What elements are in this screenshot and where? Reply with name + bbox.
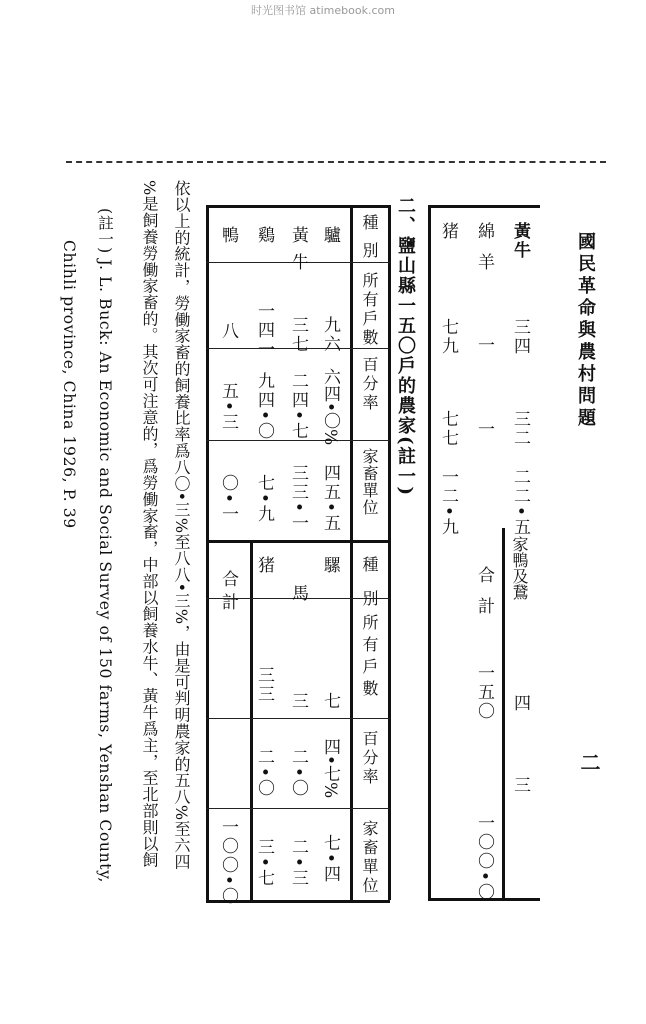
t2-l-r4-c: 〇•一	[218, 474, 238, 525]
t2-l-r3-b: 九四•〇	[254, 372, 274, 442]
t2-r-r2-a: 三	[288, 692, 308, 711]
t1-r-r2-a: 一五〇	[474, 664, 494, 721]
t2-l-r4-a: 八	[218, 322, 238, 341]
top-rule	[66, 161, 606, 163]
t1-l-r2-b: 一	[474, 420, 494, 439]
t2-r-r2-b: 二•〇	[288, 748, 308, 799]
t2-r-r3-c: 三•七	[254, 838, 274, 889]
t2-l-r2-kind: 黃牛	[288, 226, 308, 280]
t2-l-r1-a: 九六	[320, 316, 340, 354]
table1-divider	[502, 528, 505, 898]
watermark: 时光图书馆 atimebook.com	[251, 4, 395, 17]
section-title: 二、鹽山縣一五〇戶的農家(註一)	[395, 196, 416, 498]
t2-hdr-c-2: 家畜單位	[360, 820, 379, 896]
table2-header-divider	[350, 205, 353, 900]
t2-hdr-a: 所有戶數	[360, 272, 379, 348]
footnote-line-1: (註一) J. L. Buck: An Economic and Social Survey of 150 farms, Yenshan County,	[96, 208, 114, 883]
t2-hdr-b-2: 百分率	[360, 730, 379, 787]
t1-r-r1-b: 三	[510, 776, 530, 795]
table2-block-divider	[206, 540, 390, 543]
t2-hdr-kind: 種別	[360, 214, 379, 270]
t1-l-r3-kind: 猪	[438, 222, 458, 241]
t2-l-r3-c: 七•九	[254, 474, 274, 525]
t2-l-r3-a: 一四一	[254, 302, 274, 359]
t2-l-r1-b: 六四•〇%	[320, 368, 340, 446]
t2-r-r1-c: 七•四	[320, 834, 340, 885]
t2-r-r3-kind: 猪	[254, 556, 274, 575]
t1-l-r2-kind: 綿羊	[474, 222, 494, 284]
t2-hdr-a-2: 所有戶數	[360, 614, 379, 702]
t1-l-r3-a: 七九	[438, 318, 458, 356]
t1-l-r2-a: 一	[474, 336, 494, 355]
t1-r-r1-kind: 家鴨及鵞	[510, 536, 529, 600]
table2-right-border	[388, 205, 391, 900]
running-head: 國民革命與農村問題	[575, 232, 596, 430]
t2-l-r1-c: 四五•五	[320, 464, 340, 534]
t2-grid	[206, 718, 390, 719]
paragraph-line-1: 依以上的統計，勞働家畜的飼養比率爲八〇•三%至八八•三%，由是可判明農家的五八%至六四	[172, 180, 191, 870]
t1-l-r1-kind: 黃牛	[510, 222, 530, 260]
t1-r-r2-c: 一〇〇•〇	[474, 814, 494, 903]
t2-r-r3-a: 三三	[254, 666, 274, 704]
t2-r-r3-b: 二•〇	[254, 748, 274, 799]
table2-top-border	[206, 205, 390, 208]
t2-grid	[206, 808, 390, 809]
t2-r-r1-b: 四•七%	[320, 738, 340, 799]
t2-l-r4-b: 五•三	[218, 382, 238, 433]
table1-top-border	[428, 205, 540, 208]
paragraph-line-2: %是飼養勞働家畜的。其次可注意的，爲勞働家畜，中部以飼養水牛、黃牛爲主，至北部則以飼	[140, 180, 159, 869]
t2-r-r2-c: 二•三	[288, 838, 308, 889]
t1-l-r3-b: 七七	[438, 410, 458, 448]
t2-hdr-b: 百分率	[360, 356, 379, 413]
t2-l-r3-kind: 鷄	[254, 226, 274, 245]
t2-r-r1-kind: 騾	[320, 556, 340, 575]
t2-r-r4-kind: 合計	[218, 570, 238, 616]
footnote-line-2: Chihli province, China 1926, P. 39	[60, 240, 78, 529]
table1-left-border	[428, 205, 431, 898]
t1-l-r1-c: 二二•五	[510, 468, 530, 538]
t2-hdr-kind-2: 種別	[360, 556, 379, 624]
t1-l-r3-c: 一二•九	[438, 468, 458, 538]
t1-r-r1-a: 四	[510, 694, 530, 713]
t1-l-r1-b: 三二	[510, 410, 530, 448]
t2-r-r2-kind: 馬	[288, 584, 308, 603]
t2-l-r1-kind: 驢	[320, 226, 340, 245]
t2-hdr-c: 家畜單位	[360, 448, 379, 516]
t1-r-r2-kind: 合計	[474, 566, 494, 628]
t2-r-r4-c: 一〇〇•〇	[218, 818, 238, 907]
t2-l-r2-c: 三三•一	[288, 464, 308, 534]
table2-left-border	[206, 205, 209, 900]
t2-r-r1-a: 七	[320, 692, 340, 711]
t2-l-r2-b: 二四•七	[288, 372, 308, 442]
t2-l-r4-kind: 鴨	[218, 226, 238, 245]
t1-l-r1-a: 三四	[510, 318, 530, 356]
page-number: 二	[577, 752, 601, 772]
t2-l-r2-a: 三七	[288, 316, 308, 354]
